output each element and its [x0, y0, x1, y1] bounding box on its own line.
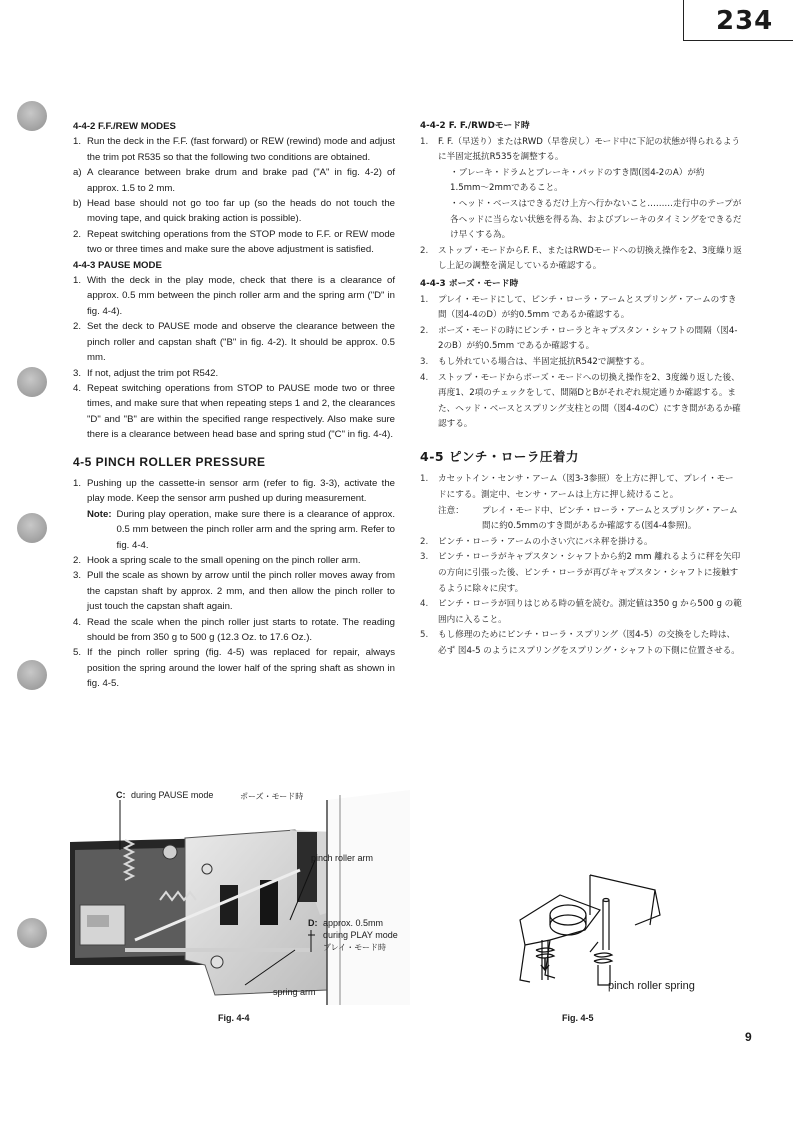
list-item: 5. もし修理のためにピンチ・ローラ・スプリング（図4-5）の交換をした時は、必ず 図4-5 のようにスプリングをスプリング・シャフトの下側に位置させる。	[420, 630, 740, 656]
list-item: 1. With the deck in the play mode, check that there is a clearance of approx. 0.5 mm between the pinch roller arm and the spring arm ("D" in fig. 4-4).	[73, 275, 395, 317]
list-item: 2. Hook a spring scale to the small opening on the pinch roller arm.	[73, 554, 361, 566]
list-item: 1. Pushing up the cassette-in sensor arm (refer to fig. 3-3), activate the play mode. Keep the sensor arm pushed up during measurement.	[73, 477, 395, 505]
list-item: 2. Repeat switching operations from the STOP mode to F.F. or REW mode two or three times and make sure the above adjustment is satisfied.	[73, 228, 395, 256]
list-item: b) Head base should not go too far up (so the heads do not touch the moving tape, and quick braking action is possible).	[73, 198, 395, 225]
list-item: a) A clearance between brake drum and brake pad ("A" in fig. 4-2) of approx. 1.5 to 2 mm.	[73, 167, 395, 194]
label-c-letter: C:	[116, 790, 126, 800]
label-d-letter: D:	[308, 918, 318, 928]
section-heading-4-4-2: 4-4-2 F.F./REW MODES	[73, 121, 176, 132]
japanese-column	[420, 119, 742, 660]
label-c-text: during PAUSE mode	[131, 790, 214, 800]
list-item: 2. ポーズ・モードの時にピンチ・ローラとキャプスタン・シャフトの間隔（図4-2のB）が約0.5mm であるか確認する。	[420, 325, 738, 352]
list-item: 2. Set the deck to PAUSE mode and observe the clearance between the pinch roller and capstan shaft ("B" in fig. 4-2). It should be approx. 0.5 mm.	[73, 321, 395, 364]
label-pinch-roller-arm: pinch roller arm	[311, 853, 374, 863]
section-heading-ja-4-4-3: 4-4-3 ポーズ・モード時	[420, 278, 519, 289]
page-number-bottom: 9	[745, 1030, 752, 1044]
sub-item: ・ヘッド・ベースはできるだけ上方へ行かないこと………走行中のテープが各ヘッドに当らない状態を得る為、およびブレーキのタイミングをできるだけ早くする為。	[450, 198, 742, 241]
list-item: 1. F. F.（早送り）またはRWD（早巻戻し）モード中に下記の状態が得られるように半固定抵抗R535を調整する。	[420, 136, 741, 163]
label-d-line1: approx. 0.5mm	[323, 918, 384, 928]
section-heading-ja-4-4-2: 4-4-2 F. F./RWDモード時	[420, 121, 530, 131]
list-item: 3. Pull the scale as shown by arrow until the pinch roller moves away from the capstan shaft by approx. 2 mm, and then allow the pinch roller to just touch the capstan shaft again.	[73, 570, 395, 613]
binder-hole-4	[17, 660, 47, 690]
section-heading-ja-4-5: 4-5 ピンチ・ローラ圧着力	[420, 448, 579, 464]
figure-4-5	[490, 870, 740, 1005]
list-item: 1. プレイ・モードにして、ピンチ・ローラ・アームとスプリング・アームのすき間（図4-4のD）が約0.5mm であるか確認する。	[420, 294, 737, 321]
label-d-ja: プレイ・モード時	[323, 943, 386, 952]
english-column	[73, 119, 395, 692]
label-c-ja: ポーズ・モード時	[240, 792, 304, 801]
list-item: 1. カセットイン・センサ・アーム（図3-3参照）を上方に押して、プレイ・モードにする。測定中、センサ・アームは上方に押し続けること。	[420, 474, 734, 501]
binder-hole-1	[17, 101, 47, 131]
page-number-top: 234	[716, 6, 774, 36]
note: Note: During play operation, make sure there is a clearance of approx. 0.5 mm between the pinch roller arm and the spring arm. Refer to fig. 4-4.	[87, 508, 395, 551]
page-number-box	[683, 0, 793, 41]
label-spring-arm: spring arm	[273, 987, 316, 997]
sub-item: ・ブレーキ・ドラムとブレーキ・パッドのすき間(図4-2のA）が約1.5mm〜2mmであること。	[450, 167, 705, 194]
list-item: 5. If the pinch roller spring (fig. 4-5) was replaced for repair, always position the spring around the lower half of the spring shaft as shown in fig. 4-5.	[73, 647, 395, 690]
section-4-5-list	[73, 553, 395, 692]
binder-hole-5	[17, 918, 47, 948]
list-item: 3. If not, adjust the trim pot R542.	[73, 367, 219, 379]
list-item: 2. ピンチ・ローラ・アームの小さい穴にバネ秤を掛ける。	[420, 536, 653, 547]
label-pinch-roller-spring: pinch roller spring	[608, 980, 695, 992]
list-item: 2. ストップ・モードからF. F.、またはRWDモードへの切換え操作を2、3度繰り返し上記の調整を満足しているか確認する。	[420, 245, 742, 272]
note: 注意： プレイ・モード中、ピンチ・ローラ・アームとスプリング・アーム間に約0.5mmのすき間があるか確認する(図4-4参照)。	[438, 505, 738, 532]
figure-4-4-caption: Fig. 4-4	[218, 1013, 250, 1023]
list-item: 4. Repeat switching operations from STOP to PAUSE mode two or three times, and make sure that when repeating steps 1 and 2, the clearances "D" and "B" are within the specified range respectively. Also make sure there is a clearance between head base and spring stud ("C" in fig. 4-4).	[73, 382, 395, 441]
section-4-4-2-list	[73, 134, 395, 257]
label-d-line2: during PLAY mode	[323, 930, 398, 940]
list-item: 1. Run the deck in the F.F. (fast forward) or REW (rewind) mode and adjust the trim pot R535 so that the following two conditions are obtained.	[73, 136, 395, 163]
list-item: 4. ストップ・モードからポーズ・モードへの切換え操作を2、3度繰り返した後、再度1、2項のチェックをして、間隔DとBがそれぞれ規定通りか確認する。また、ヘッド・ベースとスプリング支柱との間（図4-4のC）にすき間があるか確認する。	[420, 372, 741, 430]
section-heading-4-4-3: 4-4-3 PAUSE MODE	[73, 259, 162, 271]
section-ja-4-5-list	[420, 535, 742, 660]
section-ja-4-4-3-list	[420, 293, 742, 433]
list-item: 4. ピンチ・ローラが回りはじめる時の値を読む。測定値は350 g から500 g の範囲内に入ること。	[420, 599, 742, 625]
figure-4-5-caption: Fig. 4-5	[562, 1013, 594, 1023]
section-4-4-3-list	[73, 273, 395, 442]
mechanism-photo	[65, 790, 410, 1005]
list-item: 3. ピンチ・ローラがキャプスタン・シャフトから約2 mm 離れるように秤を矢印の方向に引張った後、ピンチ・ローラが再びキャプスタン・シャフトに接触するように除々に戻す。	[420, 552, 741, 594]
section-heading-4-5: 4-5 PINCH ROLLER PRESSURE	[73, 454, 266, 469]
binder-hole-2	[17, 367, 47, 397]
list-item: 4. Read the scale when the pinch roller just starts to rotate. The reading should be from 350 g to 500 g (12.3 Oz. to 17.6 Oz.).	[73, 616, 395, 643]
binder-hole-3	[17, 513, 47, 543]
figure-4-4	[65, 790, 410, 1005]
list-item: 3. もし外れている場合は、半固定抵抗R542で調整する。	[420, 356, 650, 367]
